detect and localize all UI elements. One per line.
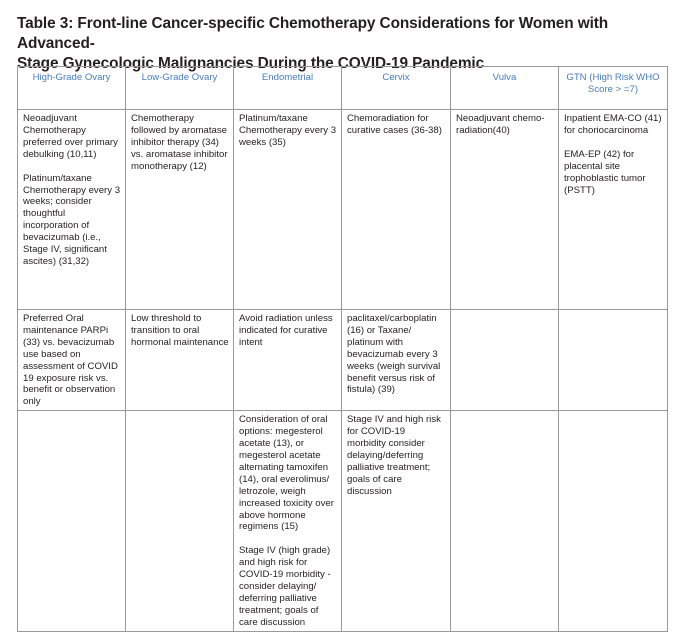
cell-paragraph: Neoadjuvant Chemotherapy preferred over primary debulking (10,11) [23, 113, 118, 160]
table-cell [451, 310, 559, 411]
cell-paragraph: Stage IV (high grade) and high risk for COVID-19 morbidity - consider delaying/ deferring palliative treatment; goals of care discussion [239, 545, 331, 628]
table-title [17, 14, 677, 74]
table-title-line-2: Stage Gynecologic Malignancies During the COVID-19 Pandemic [17, 55, 485, 72]
table-cell [126, 411, 234, 631]
cell-paragraph: EMA-EP (42) for placental site trophoblastic tumor (PSTT) [564, 148, 646, 196]
table-row [18, 310, 668, 411]
table-row [18, 411, 668, 631]
cell-paragraph: Inpatient EMA-CO (41) for choriocarcinoma [564, 113, 662, 136]
table-title-line-1: Table 3: Front-line Cancer-specific Chemotherapy Considerations for Women with Advanced- [17, 15, 609, 52]
table-cell [18, 110, 126, 310]
table-cell: paclitaxel/carboplatin (16) or Taxane/ platinum with bevacizumab every 3 weeks (weigh survival benefit versus risk of fistula) (39) [342, 310, 451, 411]
header-vulva: Vulva [451, 67, 559, 110]
header-high-grade-ovary: High-Grade Ovary [18, 67, 126, 110]
table-cell [18, 411, 126, 631]
table-cell: Chemoradiation for curative cases (36-38) [342, 110, 451, 310]
table-cell [451, 411, 559, 631]
cell-paragraph: Platinum/taxane Chemotherapy every 3 weeks; consider thoughtful incorporation of bevacizumab (i.e., Stage IV, significant ascites) (31,32) [23, 172, 121, 267]
table-cell: Neoadjuvant chemo-radiation(40) [451, 110, 559, 310]
table-cell [559, 411, 668, 631]
header-cervix: Cervix [342, 67, 451, 110]
table-row [18, 110, 668, 310]
table-cell: Stage IV and high risk for COVID-19 morbidity consider delaying/deferring palliative treatment; goals of care discussion [342, 411, 451, 631]
header-gtn: GTN (High Risk WHO Score > =7) [559, 67, 668, 110]
table-cell [559, 310, 668, 411]
table-cell: Preferred Oral maintenance PARPi (33) vs. bevacizumab use based on assessment of COVID 19 exposure risk vs. benefit or observation only [18, 310, 126, 411]
table-cell: Chemotherapy followed by aromatase inhibitor therapy (34) vs. aromatase inhibitor monotherapy (12) [126, 110, 234, 310]
table-cell [559, 110, 668, 310]
header-low-grade-ovary: Low-Grade Ovary [126, 67, 234, 110]
table-cell: Avoid radiation unless indicated for curative intent [234, 310, 342, 411]
considerations-table [17, 66, 668, 632]
table-header-row [18, 67, 668, 110]
table-cell: Platinum/taxane Chemotherapy every 3 weeks (35) [234, 110, 342, 310]
table-cell [234, 411, 342, 631]
cell-paragraph: Consideration of oral options: megesterol acetate (13), or megesterol acetate alternating tamoxifen (14), oral everolimus/ letrozole, weigh increased toxicity over above hormone regimens (15) [239, 414, 334, 533]
header-endometrial: Endometrial [234, 67, 342, 110]
table-cell: Low threshold to transition to oral hormonal maintenance [126, 310, 234, 411]
